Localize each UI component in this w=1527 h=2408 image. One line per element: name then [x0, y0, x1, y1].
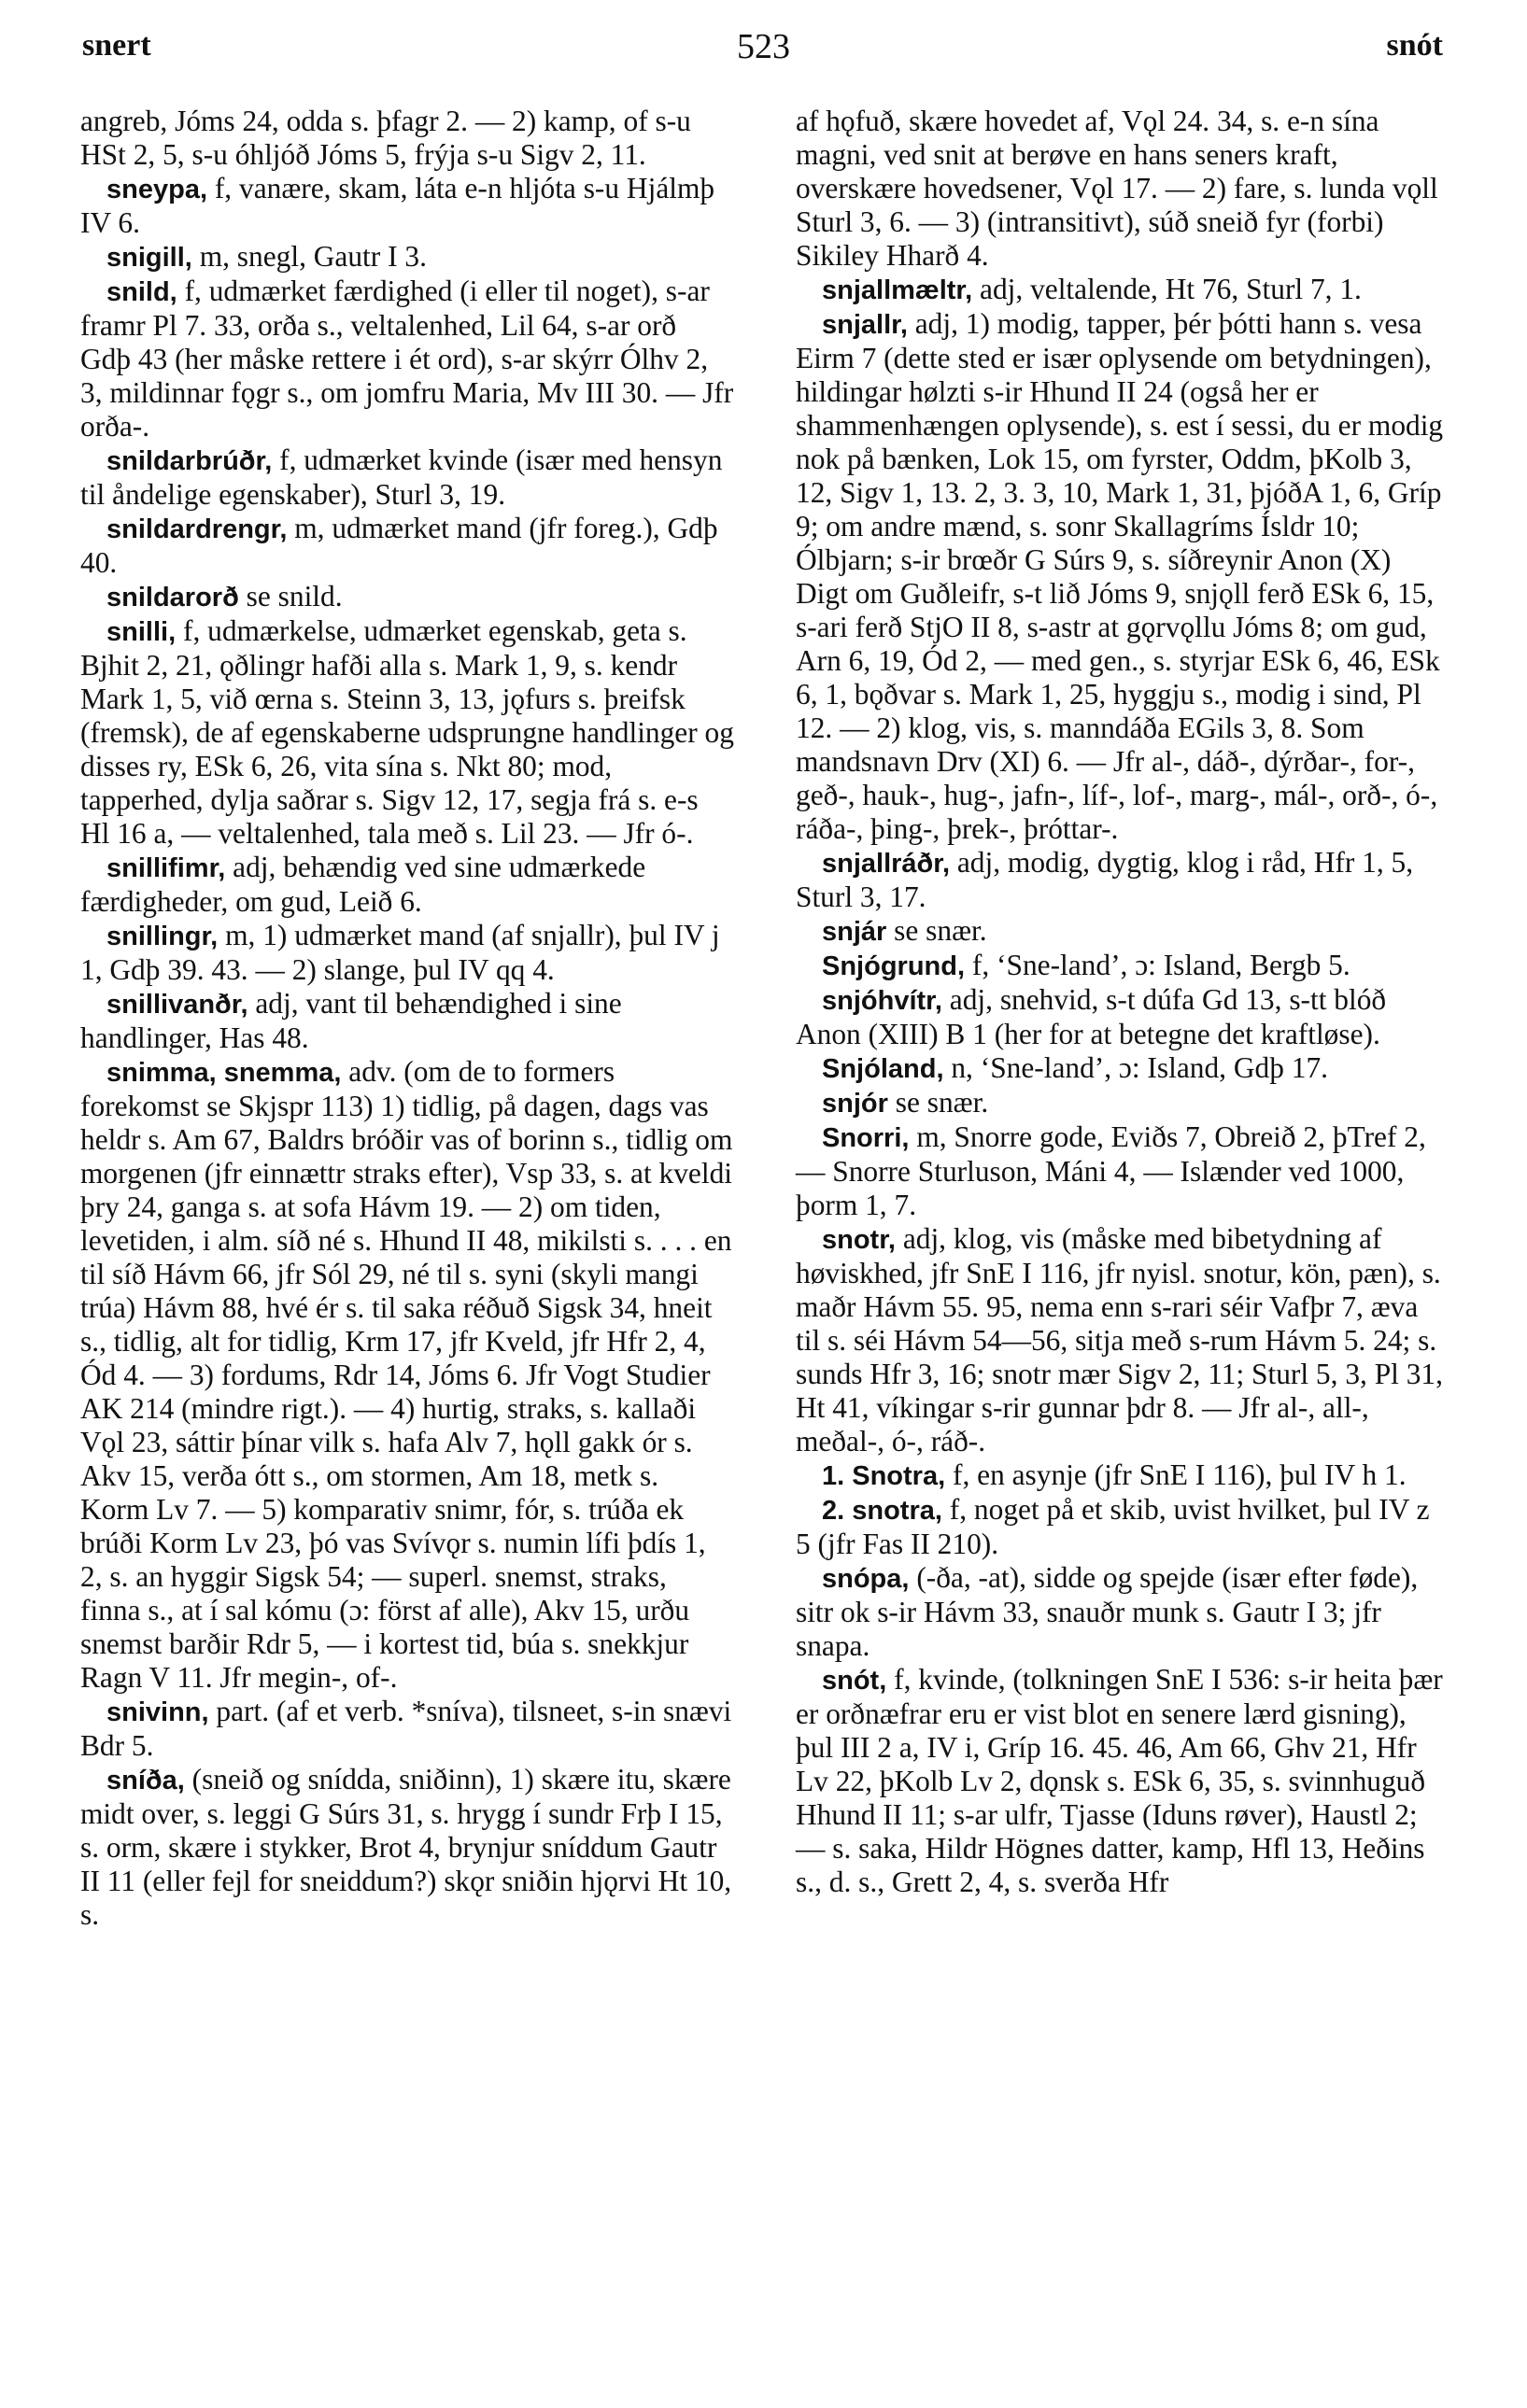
dictionary-entry — [80, 512, 734, 580]
dictionary-entry — [80, 444, 734, 512]
dictionary-entry — [80, 1055, 734, 1695]
dictionary-entry — [796, 105, 1449, 273]
entry-headword: 1. Snotra, — [822, 1461, 946, 1491]
entry-definition: adj, snehvid, s-t dúfa Gd 13, s-tt blóð Anon (XIII) B 1 (her for at betegne det kraftløse). — [796, 983, 1387, 1050]
dictionary-entry — [796, 983, 1449, 1051]
entry-headword: Snorri, — [822, 1123, 910, 1153]
entry-definition: adv. (om de to formers forekomst se Skjspr 113) 1) tidlig, på dagen, dags vas heldr s. Am 67, Baldrs bróðir vas of borinn s., tidlig om morgenen (jfr einnættr straks efter), Vsp 33, s. at kveldi þry 24, ganga s. at sofa Hávm 19. — 2) om tiden, levetiden, i alm. síð né s. Hhund II 48, mikilsti s. . . . en til síð Hávm 66, jfr Sól 29, né til s. syni (skyli mangi trúa) Hávm 88, hvé ér s. til saka réðuð Sigsk 34, hneit s., tidlig, alt for tidlig, Krm 17, jfr Kveld, jfr Hfr 2, 4, Ód 4. — 3) fordums, Rdr 14, Jóms 6. Jfr Vogt Studier AK 214 (mindre rigt.). — 4) hurtig, straks, s. kallaði Vǫl 23, sáttir þínar vilk s. hafa Alv 7, hǫll gakk ór s. Akv 15, verða ótt s., om stormen, Am 18, metk s. Korm Lv 7. — 5) komparativ snimr, fór, s. trúða ek brúði Korm Lv 23, þó vas Svívǫr s. numin lífi þdís 1, 2, s. an hyggir Sigsk 54; — superl. snemst, straks, finna s., at í sal kómu (ɔ: först af alle), Akv 15, urðu snemst barðir Rdr 5, — i kortest tid, búa s. snekkjur Ragn V 11. Jfr megin-, of-. — [80, 1055, 733, 1694]
entry-headword: snjallr, — [822, 310, 908, 340]
entry-definition: adj, vant til behændighed i sine handlinger, Has 48. — [80, 987, 622, 1054]
entry-headword: snillifimr, — [106, 853, 226, 883]
entry-definition: se snær. — [887, 1086, 989, 1119]
entry-definition: (sneið og snídda, sniðinn), 1) skære itu, skære midt over, s. leggi G Súrs 31, s. hrygg í sundr Frþ I 15, s. orm, skære i stykker, Brot 4, brynjur sníddum Gautr II 11 (eller fejl for sneiddum?) skǫr sniðin hjǫrvi Ht 10, s. — [80, 1763, 732, 1931]
entry-definition: af hǫfuð, skære hovedet af, Vǫl 24. 34, s. e-n sína magni, ved snit at berøve en hans seners kraft, overskære hovedsener, Vǫl 17. — 2) fare, s. lunda vǫll Sturl 3, 6. — 3) (intransitivt), súð sneið fyr (forbi) Sikiley Hharð 4. — [796, 105, 1438, 272]
entry-definition: adj, modig, dygtig, klog i råd, Hfr 1, 5, Sturl 3, 17. — [796, 846, 1414, 913]
dictionary-entry — [796, 1086, 1449, 1120]
entry-headword: snjallráðr, — [822, 849, 951, 879]
right-column — [796, 105, 1449, 1899]
entry-headword: snjár — [822, 917, 887, 947]
entry-definition: f, udmærkelse, udmærket egenskab, geta s. Bjhit 2, 21, ǫðlingr hafði alla s. Mark 1, 9, s. kendr Mark 1, 5, við œrna s. Steinn 3, 13, jǫfurs s. þreifsk (fremsk), de af egenskaberne udsprungne handlinger og disses ry, ESk 6, 26, vita sína s. Nkt 80; mod, tapperhed, dylja saðrar s. Sigv 12, 17, segja frá s. e-s Hl 16 a, — veltalenhed, tala með s. Lil 23. — Jfr ó-. — [80, 614, 734, 850]
dictionary-entry — [796, 307, 1449, 846]
entry-headword: snivinn, — [106, 1697, 209, 1727]
left-column — [80, 105, 734, 1932]
entry-headword: snópa, — [822, 1564, 910, 1594]
dictionary-entry — [796, 846, 1449, 914]
entry-definition: f, udmærket kvinde (især med hensyn til åndelige egenskaber), Sturl 3, 19. — [80, 444, 723, 511]
entry-definition: m, udmærket mand (jfr foreg.), Gdþ 40. — [80, 512, 718, 579]
entry-headword: snildarorð — [106, 583, 239, 613]
entry-definition: (-ða, -at), sidde og spejde (især efter føde), sitr ok s-ir Hávm 33, snauðr munk s. Gautr I 3; jfr snapa. — [796, 1561, 1419, 1662]
entry-definition: m, 1) udmærket mand (af snjallr), þul IV j 1, Gdþ 39. 43. — 2) slange, þul IV qq 4. — [80, 919, 720, 986]
dictionary-entry — [796, 1120, 1449, 1222]
entry-headword: snild, — [106, 277, 177, 307]
entry-headword: Snjógrund, — [822, 951, 966, 981]
entry-definition: f, noget på et skib, uvist hvilket, þul IV z 5 (jfr Fas II 210). — [796, 1493, 1430, 1560]
entry-definition: f, kvinde, (tolkningen SnE I 536: s-ir heita þær er orðnæfrar eru er vist blot en senere lærd gisning), þul III 2 a, IV i, Gríp 16. 45. 46, Am 66, Ghv 21, Hfr Lv 22, þKolb Lv 2, dǫnsk s. ESk 6, 35, s. svinnhuguð Hhund II 11; s-ar ulfr, Tjasse (Iduns røver), Haustl 2; — s. saka, Hildr Högnes datter, kamp, Hfl 13, Heðins s., d. s., Grett 2, 4, s. sverða Hfr — [796, 1663, 1443, 1898]
dictionary-entry — [80, 1695, 734, 1763]
entry-headword: snót, — [822, 1666, 887, 1696]
entry-headword: snillivanðr, — [106, 990, 248, 1020]
entry-definition: m, snegl, Gautr I 3. — [191, 240, 427, 273]
dictionary-entry — [796, 914, 1449, 949]
entry-headword: sníða, — [106, 1766, 185, 1795]
entry-headword: 2. snotra, — [822, 1496, 942, 1526]
entry-definition: n, ‘Sne-land’, ɔ: Island, Gdþ 17. — [943, 1051, 1328, 1084]
entry-definition: m, Snorre gode, Eviðs 7, Obreið 2, þTref 2, — Snorre Sturluson, Máni 4, — Islænder ved 1000, þorm 1, 7. — [796, 1120, 1426, 1221]
dictionary-entry — [796, 1458, 1449, 1493]
running-head-right: snót — [1386, 28, 1443, 63]
dictionary-entry — [80, 580, 734, 614]
entry-headword: snjór — [822, 1089, 888, 1119]
entry-definition: f, udmærket færdighed (i eller til noget), s-ar framr Pl 7. 33, orða s., veltalenhed, Lil 64, s-ar orð Gdþ 43 (her måske rettere i ét ord), s-ar skýrr Ólhv 2, 3, mildinnar fǫgr s., om jomfru Maria, Mv III 30. — Jfr orða-. — [80, 275, 734, 443]
page-number: 523 — [737, 27, 790, 66]
dictionary-entry — [80, 987, 734, 1055]
entry-headword: snjóhvítr, — [822, 986, 942, 1016]
entry-definition: part. (af et verb. *sníva), tilsneet, s-in snævi Bdr 5. — [80, 1695, 732, 1762]
dictionary-entry — [796, 1561, 1449, 1663]
dictionary-entry — [80, 1763, 734, 1932]
dictionary-entry — [796, 273, 1449, 307]
entry-definition: f, vanære, skam, láta e-n hljóta s-u Hjálmþ IV 6. — [80, 172, 715, 239]
dictionary-entry — [796, 1493, 1449, 1561]
entry-headword: snillingr, — [106, 922, 219, 951]
dictionary-entry — [80, 614, 734, 851]
dictionary-entry — [796, 1222, 1449, 1458]
entry-headword: Snjóland, — [822, 1054, 944, 1084]
entry-headword: snildardrengr, — [106, 514, 288, 544]
dictionary-entry — [80, 919, 734, 987]
entry-headword: snotr, — [822, 1225, 896, 1255]
entry-definition: f, en asynje (jfr SnE I 116), þul IV h 1. — [945, 1458, 1407, 1491]
entry-definition: angreb, Jóms 24, odda s. þfagr 2. — 2) kamp, of s-u HSt 2, 5, s-u óhljóð Jóms 5, frýja s-u Sigv 2, 11. — [80, 105, 691, 171]
running-head-left: snert — [82, 28, 151, 63]
entry-definition: se snild. — [238, 580, 343, 613]
entry-definition: se snær. — [886, 914, 987, 947]
entry-definition: f, ‘Sne-land’, ɔ: Island, Bergb 5. — [965, 949, 1350, 981]
dictionary-entry — [796, 949, 1449, 983]
dictionary-entry — [80, 105, 734, 172]
dictionary-entry — [796, 1663, 1449, 1899]
entry-headword: snimma, snemma, — [106, 1058, 342, 1088]
dictionary-entry — [80, 172, 734, 240]
entry-definition: adj, behændig ved sine udmærkede færdigheder, om gud, Leið 6. — [80, 851, 646, 918]
entry-headword: snigill, — [106, 243, 192, 273]
dictionary-entry — [80, 240, 734, 275]
dictionary-entry — [80, 275, 734, 444]
dictionary-entry — [796, 1051, 1449, 1086]
entry-definition: adj, klog, vis (måske med bibetydning af høviskhed, jfr SnE I 116, jfr nyisl. snotur, kön, pæn), s. maðr Hávm 55. 95, nema enn s-rari séir Vafþr 7, æva til s. séi Hávm 54—56, sitja með s-rum Hávm 5. 24; s. sunds Hfr 3, 16; snotr mær Sigv 2, 11; Sturl 5, 3, Pl 31, Ht 41, víkingar s-rir gunnar þdr 8. — Jfr al-, all-, meðal-, ó-, ráð-. — [796, 1222, 1443, 1457]
entry-headword: snjallmæltr, — [822, 275, 973, 305]
entry-headword: snildarbrúðr, — [106, 446, 273, 476]
entry-headword: sneypa, — [106, 175, 207, 204]
entry-definition: adj, veltalende, Ht 76, Sturl 7, 1. — [972, 273, 1362, 305]
dictionary-entry — [80, 851, 734, 919]
entry-headword: snilli, — [106, 617, 177, 647]
entry-definition: adj, 1) modig, tapper, þér þótti hann s. vesa Eirm 7 (dette sted er især oplysende om betydningen), hildingar hølzti s-ir Hhund II 24 (også her er shammenhængen oplysende), s. est í sessi, du er modig nok på bænken, Lok 15, om fyrster, Oddm, þKolb 3, 12, Sigv 1, 13. 2, 3. 3, 10, Mark 1, 31, þjóðA 1, 6, Gríp 9; om andre mænd, s. sonr Skallagríms Ísldr 10; Ólbjarn; s-ir brœðr G Súrs 9, s. síðreynir Anon (X) Digt om Guðleifr, s-t lið Jóms 9, snjǫll ferð ESk 6, 15, s-ari ferð StjO II 8, s-astr at gǫrvǫllu Jóms 8; om gud, Arn 6, 19, Ód 2, — med gen., s. styrjar ESk 6, 46, ESk 6, 1, bǫðvar s. Mark 1, 25, hyggju s., modig i sind, Pl 12. — 2) klog, vis, s. manndáða EGils 3, 8. Som mandsnavn Drv (XI) 6. — Jfr al-, dáð-, dýrðar-, for-, geð-, hauk-, hug-, jafn-, líf-, lof-, marg-, mál-, orð-, ó-, ráða-, þing-, þrek-, þróttar-. — [796, 307, 1444, 845]
